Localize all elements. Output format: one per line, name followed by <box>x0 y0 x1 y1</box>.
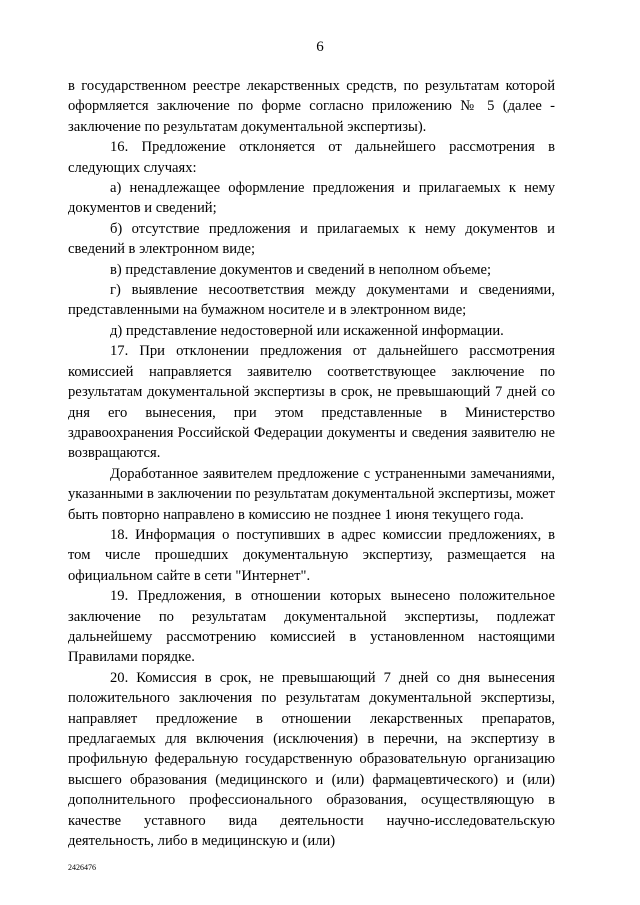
list-item-g: г) выявление несоответствия между документами и сведениями, представленными на бумажном носителе и в электронном виде; <box>68 282 555 319</box>
document-id: 2426476 <box>68 863 96 872</box>
paragraph-16: 16. Предложение отклоняется от дальнейшего рассмотрения в следующих случаях: <box>68 139 555 176</box>
list-item-a: а) ненадлежащее оформление предложения и прилагаемых к нему документов и сведений; <box>68 180 555 217</box>
page-number: 6 <box>316 39 324 55</box>
document-body <box>68 76 555 851</box>
paragraph-20: 20. Комиссия в срок, не превышающий 7 дней со дня вынесения положительного заключения по результатам документальной экспертизы, направляет предложение в отношении лекарственных препаратов, предлагаемых для включения (исключения) в перечни, на экспертизу в профильную федеральную государственную образовательную организацию высшего образования (медицинского и (или) фармацевтического) и (или) дополнительного профессионального образования, осуществляющую в качестве уставного вида деятельности научно-исследовательскую деятельность, либо в медицинскую и (или) <box>68 669 555 850</box>
list-item-v: в) представление документов и сведений в неполном объеме; <box>110 261 492 278</box>
paragraph-19: 19. Предложения, в отношении которых вынесено положительное заключение по результатам документальной экспертизы, подлежат дальнейшему рассмотрению комиссией в установленном настоящими Правилами порядке. <box>68 588 555 666</box>
paragraph-18: 18. Информация о поступивших в адрес комиссии предложениях, в том числе прошедших документальную экспертизу, размещается на официальном сайте в сети "Интернет". <box>68 526 555 584</box>
paragraph-17-resubmission: Доработанное заявителем предложение с устраненными замечаниями, указанными в заключении по результатам документальной экспертизы, может быть повторно направлено в комиссию не позднее 1 июня текущего года. <box>68 465 555 523</box>
paragraph-17: 17. При отклонении предложения от дальнейшего рассмотрения комиссией направляется заявителю соответствующее заключение по результатам документальной экспертизы в срок, не превышающий 7 дней со дня его вынесения, при этом представленные в Министерство здравоохранения Российской Федерации документы и сведения заявителю не возвращаются. <box>68 343 555 462</box>
list-item-d: д) представление недостоверной или искаженной информации. <box>110 322 504 339</box>
list-item-b: б) отсутствие предложения и прилагаемых к нему документов и сведений в электронном виде; <box>68 220 555 258</box>
paragraph-continuation: в государственном реестре лекарственных средств, по результатам которой оформляется заключение по форме согласно приложению № 5 (далее - заключение по результатам документальной экспертизы). <box>68 78 555 135</box>
